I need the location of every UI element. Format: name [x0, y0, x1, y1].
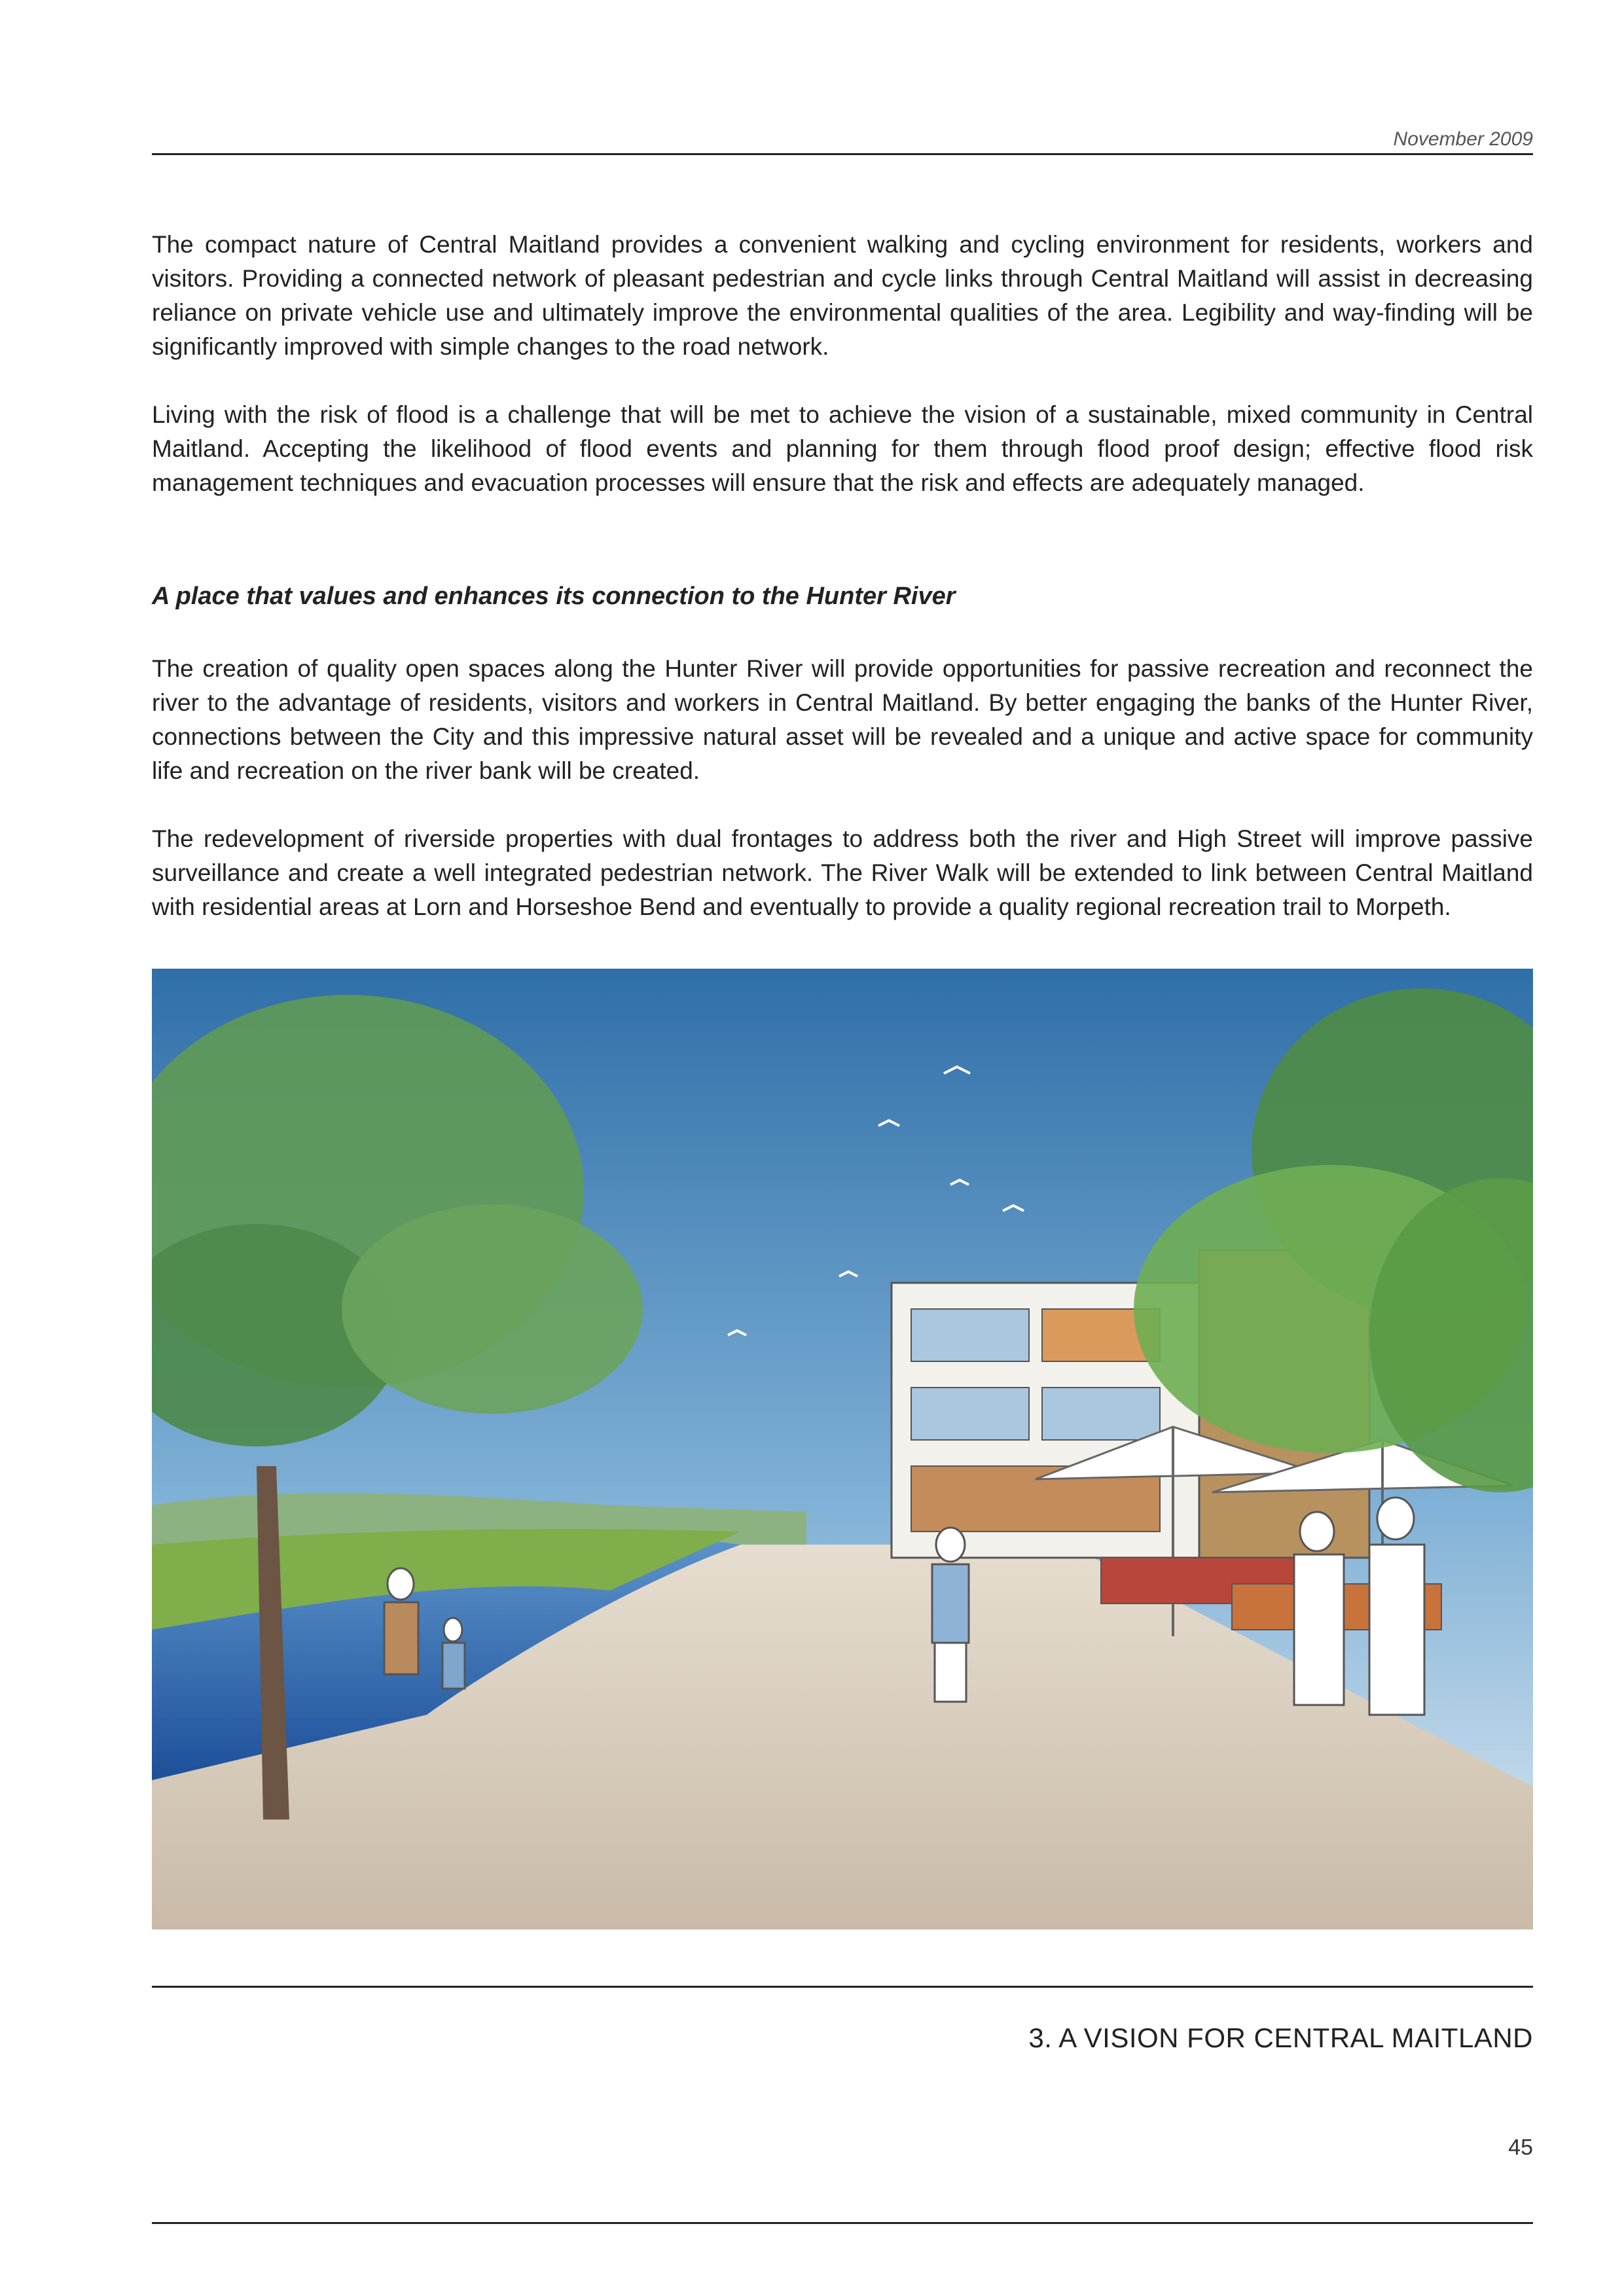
- watercolour-sketch: [152, 969, 1533, 1929]
- page-number: 45: [1508, 2135, 1533, 2160]
- river-text: [152, 652, 1533, 924]
- section-subheading: A place that values and enhances its connection to the Hunter River: [152, 583, 956, 610]
- document-date: November 2009: [1393, 128, 1533, 150]
- riverside-illustration: [152, 969, 1533, 1929]
- footer-rule-top: [152, 1986, 1533, 1988]
- paragraph-flood: Living with the risk of flood is a challenge that will be met to achieve the vision of a sustainable, mixed community in Central Maitland. Accepting the likelihood of flood events and planning for them through flood proof design; effective flood risk management techniques and evacuation processes will ensure that the risk and effects are adequately managed.: [152, 401, 1533, 496]
- header-rule: [152, 153, 1533, 155]
- footer-rule-bottom: [152, 2222, 1533, 2224]
- paragraph-walking: The compact nature of Central Maitland provides a convenient walking and cycling environment for residents, workers and visitors. Providing a connected network of pleasant pedestrian and cycle links through Central Maitland will assist in decreasing reliance on private vehicle use and ultimately improve the environmental qualities of the area. Legibility and way-finding will be significantly improved with simple changes to the road network.: [152, 231, 1533, 360]
- paragraph-open-spaces: The creation of quality open spaces along the Hunter River will provide opportunities for passive recreation and reconnect the river to the advantage of residents, visitors and workers in Central Maitland. By better engaging the banks of the Hunter River, connections between the City and this impressive natural asset will be revealed and a unique and active space for community life and recreation on the river bank will be created.: [152, 655, 1533, 784]
- paragraph-redevelopment: The redevelopment of riverside properties with dual frontages to address both the river and High Street will improve passive surveillance and create a well integrated pedestrian network. The River Walk will be extended to link between Central Maitland with residential areas at Lorn and Horseshoe Bend and eventually to provide a quality regional recreation trail to Morpeth.: [152, 825, 1533, 920]
- intro-text: [152, 228, 1533, 500]
- section-title: 3. A VISION FOR CENTRAL MAITLAND: [1028, 2022, 1533, 2053]
